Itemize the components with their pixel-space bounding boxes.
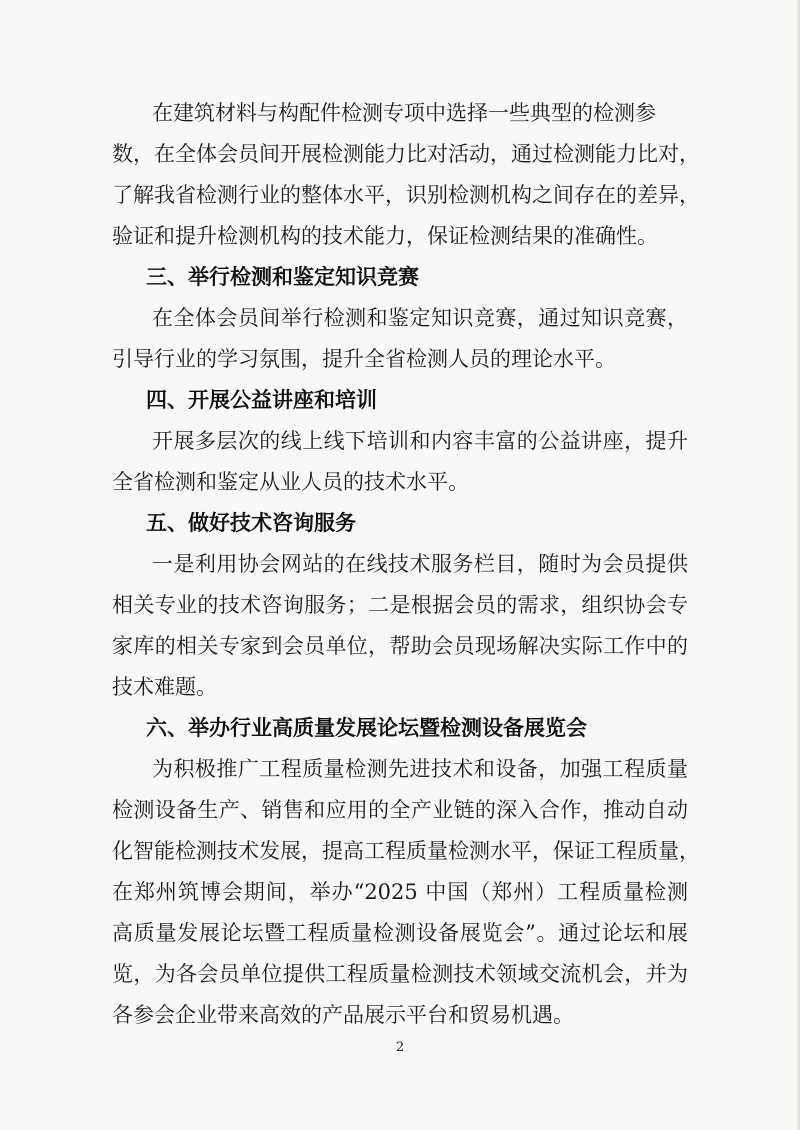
paragraph-line: 化智能检测技术发展，提高工程质量检测水平，保证工程质量， [112, 839, 700, 863]
paragraph-line: 为积极推广工程质量检测先进技术和设备，加强工程质量 [152, 757, 688, 781]
paragraph-line: 览，为各会员单位提供工程质量检测技术领域交流机会，并为 [112, 962, 688, 986]
section-heading: 四、开展公益讲座和培训 [146, 388, 377, 412]
paragraph-line: 一是利用协会网站的在线技术服务栏目，随时为会员提供 [152, 552, 688, 576]
section-heading: 三、举行检测和鉴定知识竞赛 [146, 265, 419, 289]
section-heading: 六、举办行业高质量发展论坛暨检测设备展览会 [146, 716, 587, 740]
section-heading: 五、做好技术咨询服务 [146, 511, 356, 535]
paragraph-line: 全省检测和鉴定从业人员的技术水平。 [112, 470, 469, 494]
paragraph-line: 在建筑材料与构配件检测专项中选择一些典型的检测参 [152, 101, 656, 125]
paragraph-line: 了解我省检测行业的整体水平，识别检测机构之间存在的差异， [112, 183, 700, 207]
paragraph-line: 验证和提升检测机构的技术能力，保证检测结果的准确性。 [112, 224, 658, 248]
paragraph-line: 在郑州筑博会期间，举办“2025 中国（郑州）工程质量检测 [112, 880, 688, 904]
paragraph-line: 相关专业的技术咨询服务；二是根据会员的需求，组织协会专 [112, 593, 688, 617]
paragraph-line: 数，在全体会员间开展检测能力比对活动，通过检测能力比对， [112, 142, 700, 166]
paragraph-line: 各参会企业带来高效的产品展示平台和贸易机遇。 [112, 1003, 574, 1027]
paragraph-line: 引导行业的学习氛围，提升全省检测人员的理论水平。 [112, 347, 616, 371]
paragraph-line: 开展多层次的线上线下培训和内容丰富的公益讲座，提升 [152, 429, 688, 453]
paragraph-line: 检测设备生产、销售和应用的全产业链的深入合作，推动自动 [112, 798, 688, 822]
paragraph-line: 技术难题。 [112, 675, 217, 699]
page-edge [796, 0, 800, 1130]
paragraph-line: 高质量发展论坛暨工程质量检测设备展览会”。通过论坛和展 [112, 921, 688, 945]
paragraph-line: 家库的相关专家到会员单位，帮助会员现场解决实际工作中的 [112, 634, 688, 658]
page-number: 2 [395, 1040, 405, 1055]
paragraph-line: 在全体会员间举行检测和鉴定知识竞赛，通过知识竞赛， [152, 306, 688, 330]
